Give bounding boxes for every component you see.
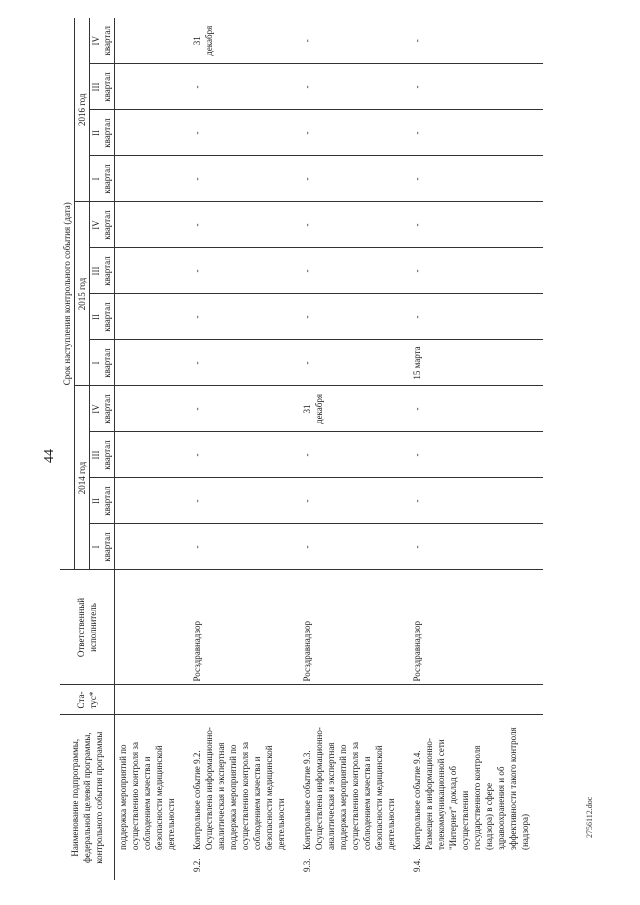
cell-quarter-date: - — [189, 432, 299, 478]
cell-quarter-date: - — [409, 432, 543, 478]
header-quarter: III квартал — [90, 248, 115, 294]
cell-quarter-date — [115, 18, 190, 64]
cell-quarter-date — [115, 202, 190, 248]
cell-status — [299, 685, 409, 715]
header-quarter: II квартал — [90, 110, 115, 156]
cell-quarter-date — [115, 294, 190, 340]
cell-quarter-date: - — [409, 478, 543, 524]
event-number: 9.3. — [302, 858, 312, 872]
cell-quarter-date — [115, 110, 190, 156]
header-quarter: II квартал — [90, 478, 115, 524]
cell-quarter-date: - — [189, 478, 299, 524]
cell-responsible: Росздравнадзор — [299, 570, 409, 685]
header-quarter: II квартал — [90, 294, 115, 340]
rotated-table-container — [60, 18, 530, 880]
cell-name — [299, 715, 409, 880]
cell-quarter-date — [115, 524, 190, 570]
cell-name — [409, 715, 543, 880]
cell-quarter-date — [115, 248, 190, 294]
cell-quarter-date: - — [299, 294, 409, 340]
cell-quarter-date: 31 декабря — [189, 18, 299, 64]
cell-quarter-date: - — [409, 64, 543, 110]
control-events-table — [60, 18, 543, 880]
cell-quarter-date: - — [299, 64, 409, 110]
cell-quarter-date: - — [409, 202, 543, 248]
cell-quarter-date: - — [189, 340, 299, 386]
file-footer: 2756112.doc — [585, 796, 594, 838]
cell-quarter-date: - — [409, 524, 543, 570]
header-quarter: III квартал — [90, 432, 115, 478]
cell-name — [189, 715, 299, 880]
header-name: Наименование подпрограммы, федеральной целевой программы, контрольного события программы — [60, 715, 115, 880]
event-description: Контрольное событие 9.3. Осуществлена информационно-аналитическая и экспертная поддержка мероприятий по осуществлению контроля за соблюдением качества и безопасности медицинской деятельности — [302, 727, 396, 850]
cell-quarter-date: - — [299, 340, 409, 386]
cell-quarter-date: - — [299, 524, 409, 570]
header-quarter: IV квартал — [90, 18, 115, 64]
cell-quarter-date: - — [189, 248, 299, 294]
cell-quarter-date: - — [409, 248, 543, 294]
cell-quarter-date — [115, 478, 190, 524]
header-quarter: I квартал — [90, 524, 115, 570]
cell-quarter-date: - — [189, 386, 299, 432]
cell-quarter-date — [115, 386, 190, 432]
cell-responsible: Росздравнадзор — [189, 570, 299, 685]
table-row — [189, 18, 299, 880]
event-description: Контрольное событие 9.4. Размещен в информационно-телекоммуникационной сети "Интернет" доклад об осуществлении государственного контроля (надзора) в сфере здравоохранения и об эффективности такого контроля (надзора) — [412, 727, 530, 850]
event-description: поддержка мероприятий по осуществлению контроля за соблюдением качества и безопасности медицинской деятельности — [118, 742, 176, 850]
cell-status — [115, 685, 190, 715]
table-row — [299, 18, 409, 880]
cell-quarter-date — [115, 340, 190, 386]
cell-quarter-date — [115, 432, 190, 478]
cell-quarter-date: - — [299, 478, 409, 524]
event-number: 9.2. — [192, 858, 202, 872]
header-year-2015: 2015 год — [75, 202, 90, 386]
cell-responsible: Росздравнадзор — [409, 570, 543, 685]
cell-quarter-date: - — [299, 202, 409, 248]
header-quarter: IV квартал — [90, 386, 115, 432]
cell-quarter-date: - — [299, 248, 409, 294]
cell-responsible — [115, 570, 190, 685]
cell-quarter-date: - — [299, 432, 409, 478]
header-quarter: I квартал — [90, 340, 115, 386]
cell-quarter-date: 15 марта — [409, 340, 543, 386]
cell-quarter-date: - — [409, 18, 543, 64]
table-row — [115, 18, 190, 880]
cell-quarter-date: - — [189, 156, 299, 202]
header-responsible: Ответственный исполнитель — [60, 570, 115, 685]
cell-quarter-date: - — [189, 64, 299, 110]
event-number: 9.4. — [412, 858, 422, 872]
cell-quarter-date: - — [409, 294, 543, 340]
header-quarter: I квартал — [90, 156, 115, 202]
cell-quarter-date: - — [299, 18, 409, 64]
header-timing: Срок наступления контрольного события (дата) — [60, 18, 75, 570]
cell-status — [409, 685, 543, 715]
cell-quarter-date: 31 декабря — [299, 386, 409, 432]
header-year-2016: 2016 год — [75, 18, 90, 202]
header-quarter: IV квартал — [90, 202, 115, 248]
cell-quarter-date: - — [299, 156, 409, 202]
header-quarter: III квартал — [90, 64, 115, 110]
cell-quarter-date: - — [189, 524, 299, 570]
cell-name — [115, 715, 190, 880]
cell-quarter-date: - — [409, 156, 543, 202]
cell-quarter-date — [115, 156, 190, 202]
header-year-2014: 2014 год — [75, 386, 90, 570]
cell-quarter-date: - — [409, 110, 543, 156]
cell-quarter-date: - — [299, 110, 409, 156]
cell-quarter-date — [115, 64, 190, 110]
cell-status — [189, 685, 299, 715]
event-description: Контрольное событие 9.2. Осуществлена информационно-аналитическая и экспертная поддержка мероприятий по осуществлению контроля за соблюдением качества и безопасности медицинской деятельности — [192, 727, 286, 850]
cell-quarter-date: - — [189, 110, 299, 156]
cell-quarter-date: - — [189, 202, 299, 248]
cell-quarter-date: - — [409, 386, 543, 432]
cell-quarter-date: - — [189, 294, 299, 340]
header-status: Ста-тус* — [60, 685, 115, 715]
page-number: 44 — [42, 449, 57, 463]
table-row — [409, 18, 543, 880]
table-body — [115, 18, 544, 880]
